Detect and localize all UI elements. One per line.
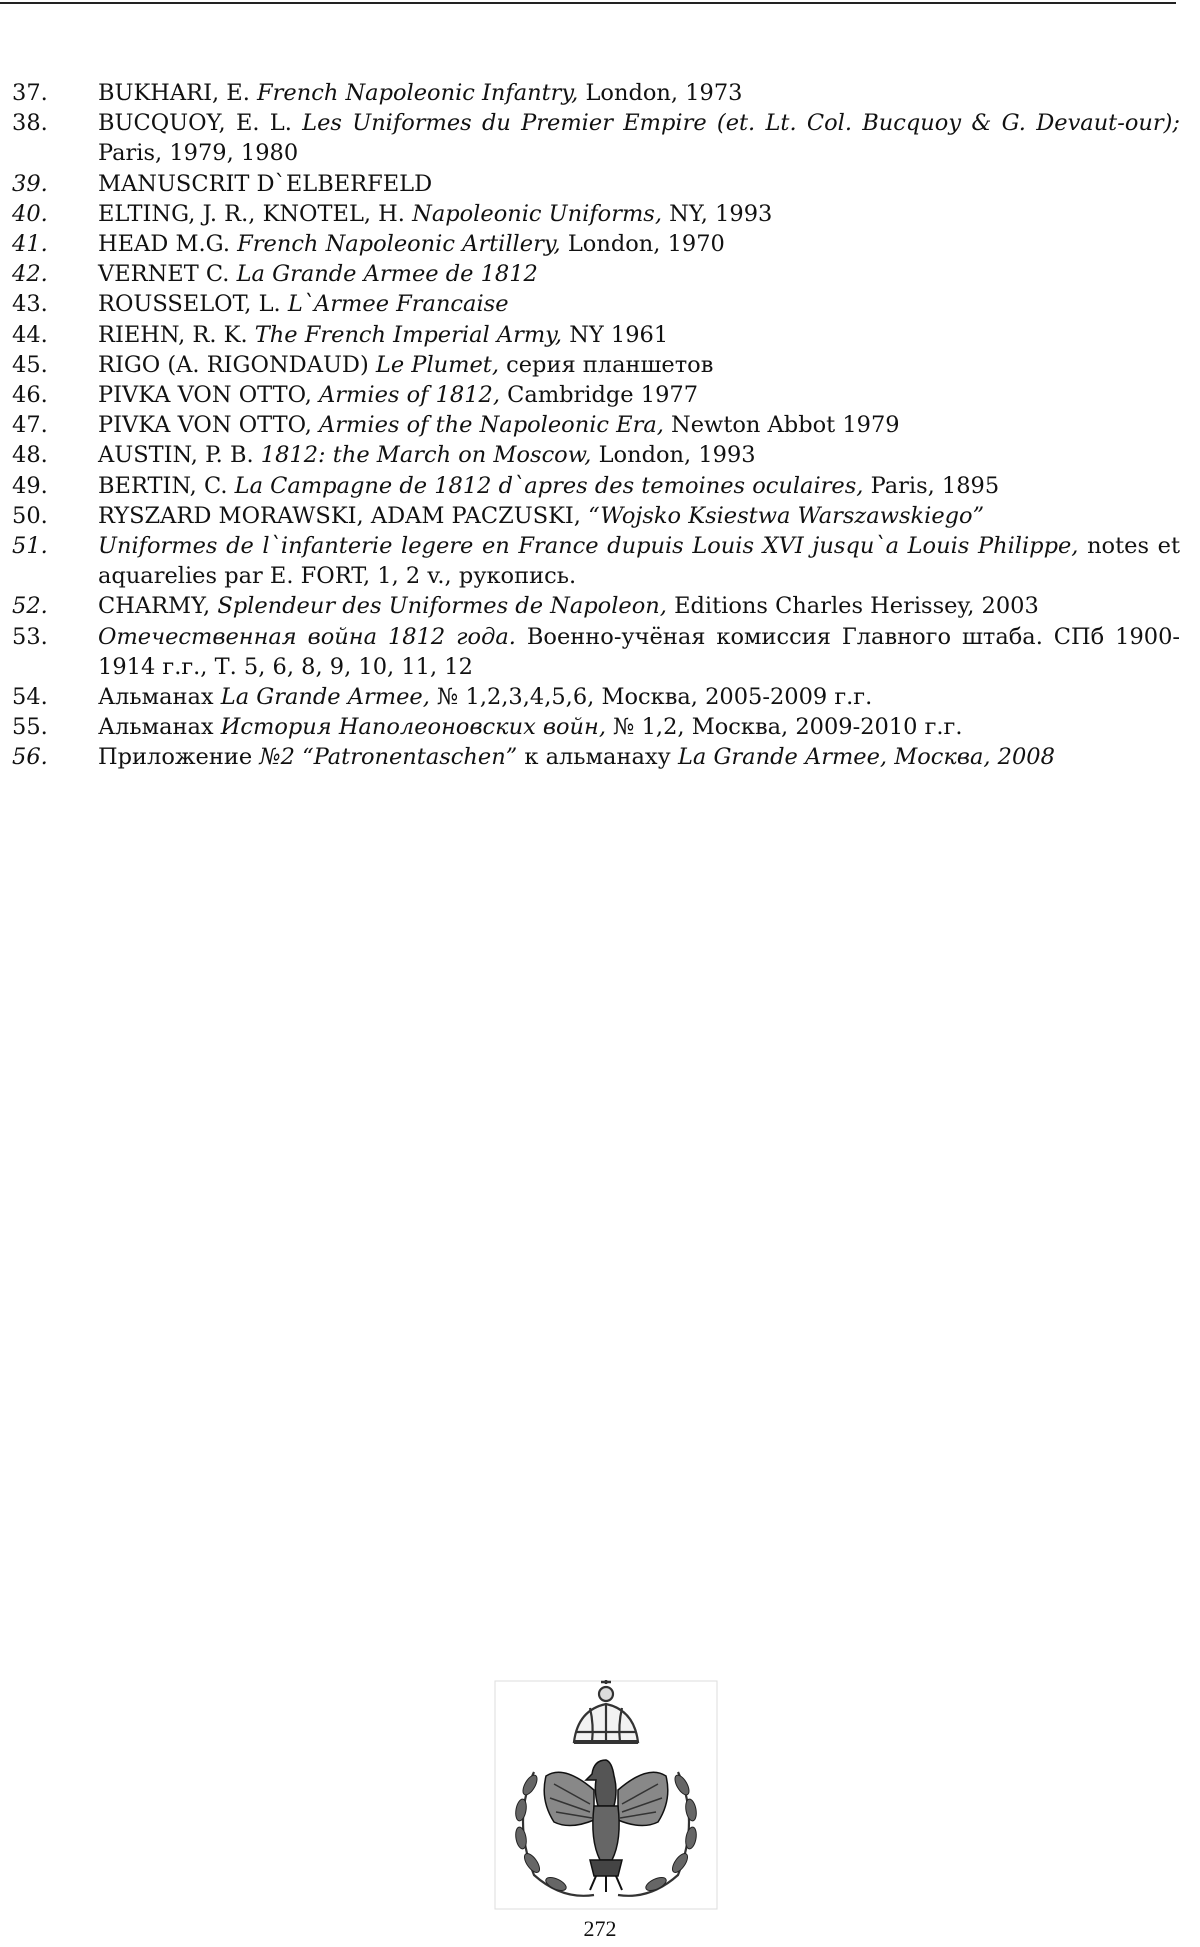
bibliography-list [0, 78, 1180, 773]
bibliography-entry [0, 471, 1180, 501]
entry-text-segment: ROUSSELOT, L. [98, 291, 288, 318]
entry-text [98, 78, 1180, 108]
entry-number: 48. [12, 442, 48, 469]
entry-title-segment: 1812: the March on Moscow, [260, 442, 592, 469]
page-number: 272 [583, 1916, 617, 1941]
entry-text-segment: CHARMY, [98, 593, 218, 620]
entry-text-segment: № 1,2, Москва, 2009-2010 г.г. [606, 714, 963, 741]
entry-number: 41. [12, 231, 48, 258]
bibliography-entry [0, 259, 1180, 289]
bibliography-entry [0, 229, 1180, 259]
bibliography-entry [0, 712, 1180, 742]
entry-text-segment: Альманах [98, 714, 221, 741]
entry-text-segment: RIGO (A. RIGONDAUD) [98, 351, 376, 378]
entry-text-segment: London, 1970 [560, 231, 725, 258]
entry-text [98, 350, 1180, 380]
entry-text [98, 410, 1180, 440]
entry-text-segment: BUCQUOY, E. L. [98, 110, 303, 137]
entry-text [98, 682, 1180, 712]
entry-title-segment: French Napoleonic Infantry, [257, 80, 579, 106]
entry-text [98, 622, 1180, 682]
bibliography-entry [0, 320, 1180, 350]
entry-text-segment: AUSTIN, P. B. [98, 442, 261, 469]
entry-number: 50. [12, 502, 48, 529]
entry-title-segment: La Grande Armee, [220, 684, 430, 711]
entry-title-segment: История Наполеоновских войн, [220, 714, 607, 741]
entry-text-segment: PIVKA VON OTTO, [98, 412, 320, 439]
entry-text [98, 440, 1180, 470]
entry-text [98, 501, 1180, 531]
entry-number: 47. [12, 412, 48, 439]
entry-text [98, 108, 1180, 168]
bibliography-entry [0, 622, 1180, 682]
entry-title-segment: Napoleonic Uniforms, [412, 200, 662, 227]
entry-number: 53. [12, 623, 48, 650]
entry-text [98, 471, 1180, 501]
entry-text-segment: MANUSCRIT D`ELBERFELD [98, 170, 433, 197]
entry-text-segment: Newton Abbot 1979 [663, 412, 900, 439]
entry-text-segment: № 1,2,3,4,5,6, Москва, 2005-2009 г.г. [429, 684, 873, 711]
entry-title-segment: Armies of the Napoleonic Era, [319, 412, 664, 439]
entry-text [98, 531, 1180, 591]
entry-number: 45. [12, 351, 48, 378]
entry-number: 43. [12, 291, 48, 318]
entry-number: 54. [12, 684, 48, 711]
entry-text-segment: BERTIN, C. [98, 472, 235, 499]
entry-text [98, 199, 1180, 229]
entry-text-segment: notes et aquarelies par E. FORT, 1, 2 v., рукопись. [98, 533, 1180, 590]
bibliography-entry [0, 108, 1180, 168]
entry-number: 51. [12, 533, 48, 560]
bibliography-entry [0, 440, 1180, 470]
bibliography-entry [0, 350, 1180, 380]
entry-text [98, 289, 1180, 319]
top-rule [0, 2, 1176, 4]
entry-number: 46. [12, 382, 48, 409]
entry-text [98, 259, 1180, 289]
entry-text-segment: Cambridge 1977 [500, 382, 699, 409]
entry-text-segment: к альманаху [517, 744, 678, 771]
entry-text [98, 229, 1180, 259]
entry-title-segment: Отечественная война 1812 года. [98, 623, 516, 650]
entry-text-segment: RYSZARD MORAWSKI, ADAM PACZUSKI, [98, 502, 589, 529]
entry-text [98, 712, 1180, 742]
entry-text [98, 380, 1180, 410]
bibliography-entry [0, 531, 1180, 591]
bibliography-entry [0, 199, 1180, 229]
entry-title-segment: La Grande Armee de 1812 [236, 261, 538, 288]
entry-title-segment: Uniformes de l`infanterie legere en France dupuis Louis XVI jusqu`a Louis Philippe, [98, 533, 1079, 560]
entry-text-segment: VERNET C. [98, 261, 237, 288]
entry-number: 37. [12, 80, 48, 106]
bibliography-entry [0, 169, 1180, 199]
bibliography-entry [0, 682, 1180, 712]
entry-text-segment: NY 1961 [562, 321, 669, 348]
entry-title-segment: The French Imperial Army, [254, 321, 563, 348]
bibliography-entry [0, 289, 1180, 319]
entry-title-segment: La Campagne de 1812 d`apres des temoines oculaires, [234, 472, 864, 499]
entry-text-segment: Приложение [98, 744, 260, 771]
entry-text [98, 591, 1180, 621]
entry-text-segment: PIVKA VON OTTO, [98, 382, 320, 409]
entry-text [98, 320, 1180, 350]
entry-number: 56. [12, 744, 48, 771]
bibliography-entry [0, 742, 1180, 772]
entry-text-segment: BUKHARI, E. [98, 80, 258, 106]
entry-title-segment: Armies of 1812, [319, 382, 501, 409]
entry-text-segment: HEAD M.G. [98, 231, 238, 258]
entry-number: 38. [12, 110, 48, 137]
entry-text [98, 742, 1180, 772]
entry-text-segment: London, 1973 [578, 80, 743, 106]
entry-number: 44. [12, 321, 48, 348]
entry-text-segment: NY, 1993 [662, 200, 773, 227]
entry-text-segment: Editions Charles Herissey, 2003 [666, 593, 1039, 620]
entry-text-segment: Альманах [98, 684, 221, 711]
entry-text [98, 169, 1180, 199]
entry-number: 40. [12, 200, 48, 227]
entry-text-segment: RIEHN, R. K. [98, 321, 255, 348]
bibliography-entry [0, 410, 1180, 440]
entry-text-segment: Paris, 1979, 1980 [98, 140, 299, 167]
entry-title-segment: French Napoleonic Artillery, [237, 231, 561, 258]
entry-text-segment: Paris, 1895 [863, 472, 1000, 499]
entry-number: 42. [12, 261, 48, 288]
bibliography-entry [0, 380, 1180, 410]
entry-number: 55. [12, 714, 48, 741]
entry-title-segment: La Grande Armee, Москва, 2008 [677, 744, 1055, 771]
entry-title-segment: L`Armee Francaise [287, 291, 509, 318]
bibliography-entry [0, 501, 1180, 531]
entry-number: 52. [12, 593, 48, 620]
imperial-eagle-crown-icon [494, 1680, 718, 1910]
entry-title-segment: Splendeur des Uniformes de Napoleon, [217, 593, 667, 620]
entry-number: 39. [12, 170, 48, 197]
entry-text-segment: London, 1993 [591, 442, 756, 469]
entry-title-segment: “Wojsko Ksiestwa Warszawskiego” [588, 502, 985, 529]
entry-text-segment: ELTING, J. R., KNOTEL, H. [98, 200, 413, 227]
entry-text-segment: Военно-учёная комиссия Главного штаба. СПб 1900-1914 г.г., Т. 5, 6, 8, 9, 10, 11, 12 [98, 623, 1180, 680]
entry-title-segment: Le Plumet, [375, 351, 499, 378]
entry-number: 49. [12, 472, 48, 499]
bibliography-entry [0, 591, 1180, 621]
bibliography-entry [0, 78, 1180, 108]
entry-title-segment: Les Uniformes du Premier Empire (et. Lt. Col. Bucquoy & G. Devaut-our); [302, 110, 1180, 137]
entry-title-segment: №2 “Patronentaschen” [259, 744, 518, 771]
entry-text-segment: серия планшетов [498, 351, 714, 378]
